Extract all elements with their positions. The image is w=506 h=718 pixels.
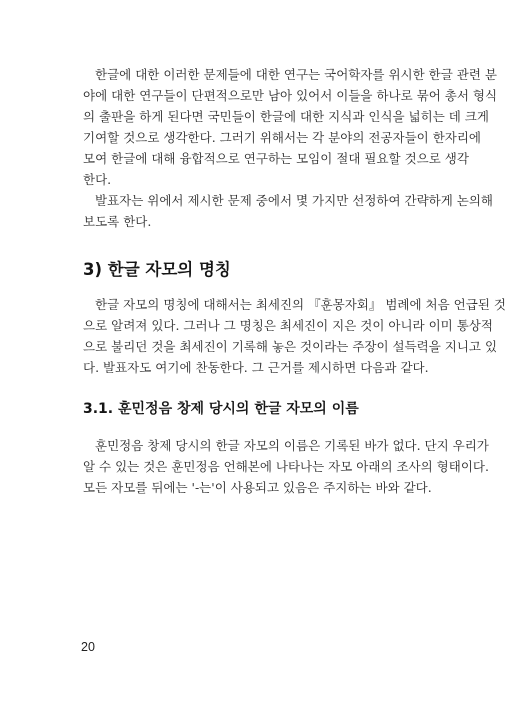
paragraph-line: 야에 대한 연구들이 단편적으로만 남아 있어서 이들을 하나로 묶어 총서 형식: [83, 88, 498, 103]
paragraph-line: 의 출판을 하게 된다면 국민들이 한글에 대한 지식과 인식을 넓히는 데 크게: [83, 109, 489, 124]
body-paragraph-2: [83, 190, 494, 232]
paragraph-line: 모든 자모를 뒤에는 '-는'이 사용되고 있음은 주지하는 바와 같다.: [83, 480, 432, 495]
body-paragraph-3: [83, 294, 506, 378]
paragraph-line: 보도록 한다.: [83, 214, 152, 229]
paragraph-line: 한글 자모의 명칭에 대해서는 최세진의 『훈몽자회』 범례에 처음 언급된 것: [95, 297, 506, 312]
paragraph-line: 모여 한글에 대해 융합적으로 연구하는 모임이 절대 필요할 것으로 생각: [83, 151, 469, 166]
paragraph-line: 기여할 것으로 생각한다. 그러기 위해서는 각 분야의 전공자들이 한자리에: [83, 130, 482, 145]
paragraph-line: 알 수 있는 것은 훈민정음 언해본에 나타나는 자모 아래의 조사의 형태이다.: [83, 459, 489, 474]
body-paragraph-1: [83, 64, 498, 190]
paragraph-line: 다. 발표자도 여기에 찬동한다. 그 근거를 제시하면 다음과 같다.: [83, 360, 429, 375]
section-heading: 3) 한글 자모의 명칭: [83, 260, 231, 279]
subsection-heading: 3.1. 훈민정음 창제 당시의 한글 자모의 이름: [83, 401, 359, 417]
paragraph-line: 한다.: [83, 172, 112, 187]
body-paragraph-4: [83, 435, 489, 498]
paragraph-line: 으로 알려져 있다. 그러나 그 명칭은 최세진이 지은 것이 아니라 이미 통상적: [83, 318, 493, 333]
paragraph-line: 발표자는 위에서 제시한 문제 중에서 몇 가지만 선정하여 간략하게 논의해: [95, 193, 494, 208]
page-number: 20: [81, 640, 95, 654]
paragraph-line: 훈민정음 창제 당시의 한글 자모의 이름은 기록된 바가 없다. 단지 우리가: [95, 438, 489, 453]
paragraph-line: 으로 불리던 것을 최세진이 기록해 놓은 것이라는 주장이 설득력을 지니고 있: [83, 339, 498, 354]
paragraph-line: 한글에 대한 이러한 문제들에 대한 연구는 국어학자를 위시한 한글 관련 분: [95, 67, 497, 82]
